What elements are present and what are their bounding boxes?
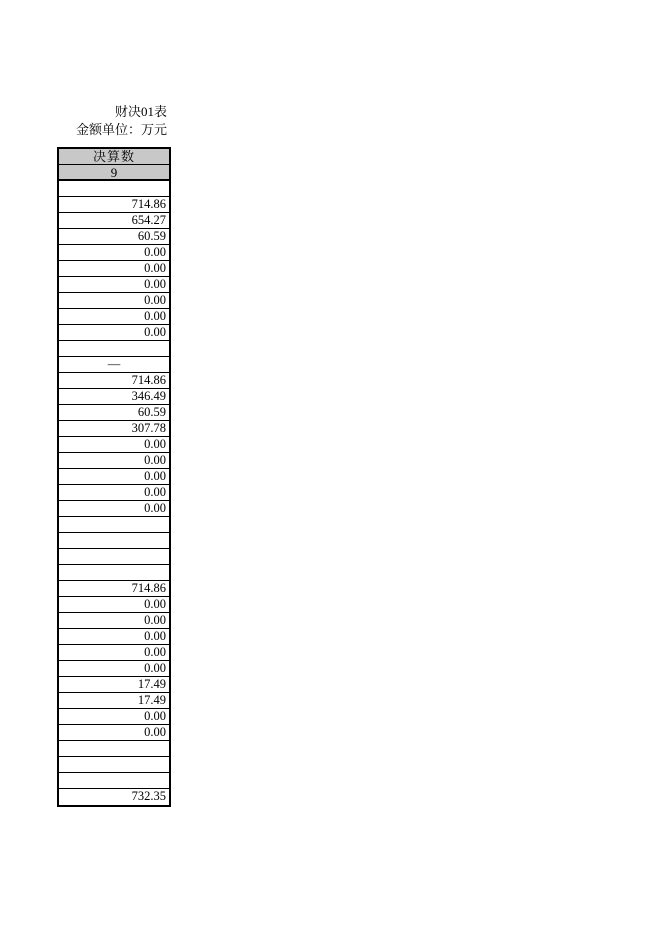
table-row: 0.00	[59, 629, 169, 645]
table-row: 0.00	[59, 485, 169, 501]
table-row: 0.00	[59, 245, 169, 261]
table-row	[59, 741, 169, 757]
table-row: 654.27	[59, 213, 169, 229]
table-row	[59, 341, 169, 357]
table-row: 0.00	[59, 645, 169, 661]
table-row	[59, 549, 169, 565]
table-row: 714.86	[59, 373, 169, 389]
table-row: 307.78	[59, 421, 169, 437]
form-code-label: 财决01表	[114, 104, 167, 119]
table-row: 0.00	[59, 501, 169, 517]
table-row	[59, 181, 169, 197]
table-row	[59, 533, 169, 549]
table-row: 346.49	[59, 389, 169, 405]
table-row	[59, 773, 169, 789]
table-row: 60.59	[59, 229, 169, 245]
decision-amount-column	[57, 147, 171, 807]
table-row	[59, 517, 169, 533]
table-row: 0.00	[59, 709, 169, 725]
table-row: 0.00	[59, 261, 169, 277]
table-row: 0.00	[59, 597, 169, 613]
column-number-cell: 9	[59, 165, 169, 181]
amount-unit-label: 金额单位：万元	[75, 122, 167, 137]
table-row: 0.00	[59, 725, 169, 741]
table-row: —	[59, 357, 169, 373]
table-row: 0.00	[59, 293, 169, 309]
table-row: 17.49	[59, 677, 169, 693]
table-row: 60.59	[59, 405, 169, 421]
table-row: 0.00	[59, 453, 169, 469]
table-row	[59, 757, 169, 773]
table-row: 0.00	[59, 309, 169, 325]
table-row: 0.00	[59, 437, 169, 453]
table-row: 0.00	[59, 613, 169, 629]
table-body	[59, 181, 169, 805]
table-row: 0.00	[59, 277, 169, 293]
table-row: 0.00	[59, 325, 169, 341]
table-row: 17.49	[59, 693, 169, 709]
table-row: 0.00	[59, 661, 169, 677]
table-row: 732.35	[59, 789, 169, 805]
table-row: 0.00	[59, 469, 169, 485]
column-header-cell: 决算数	[59, 149, 169, 165]
table-row	[59, 565, 169, 581]
table-row: 714.86	[59, 197, 169, 213]
table-row: 714.86	[59, 581, 169, 597]
